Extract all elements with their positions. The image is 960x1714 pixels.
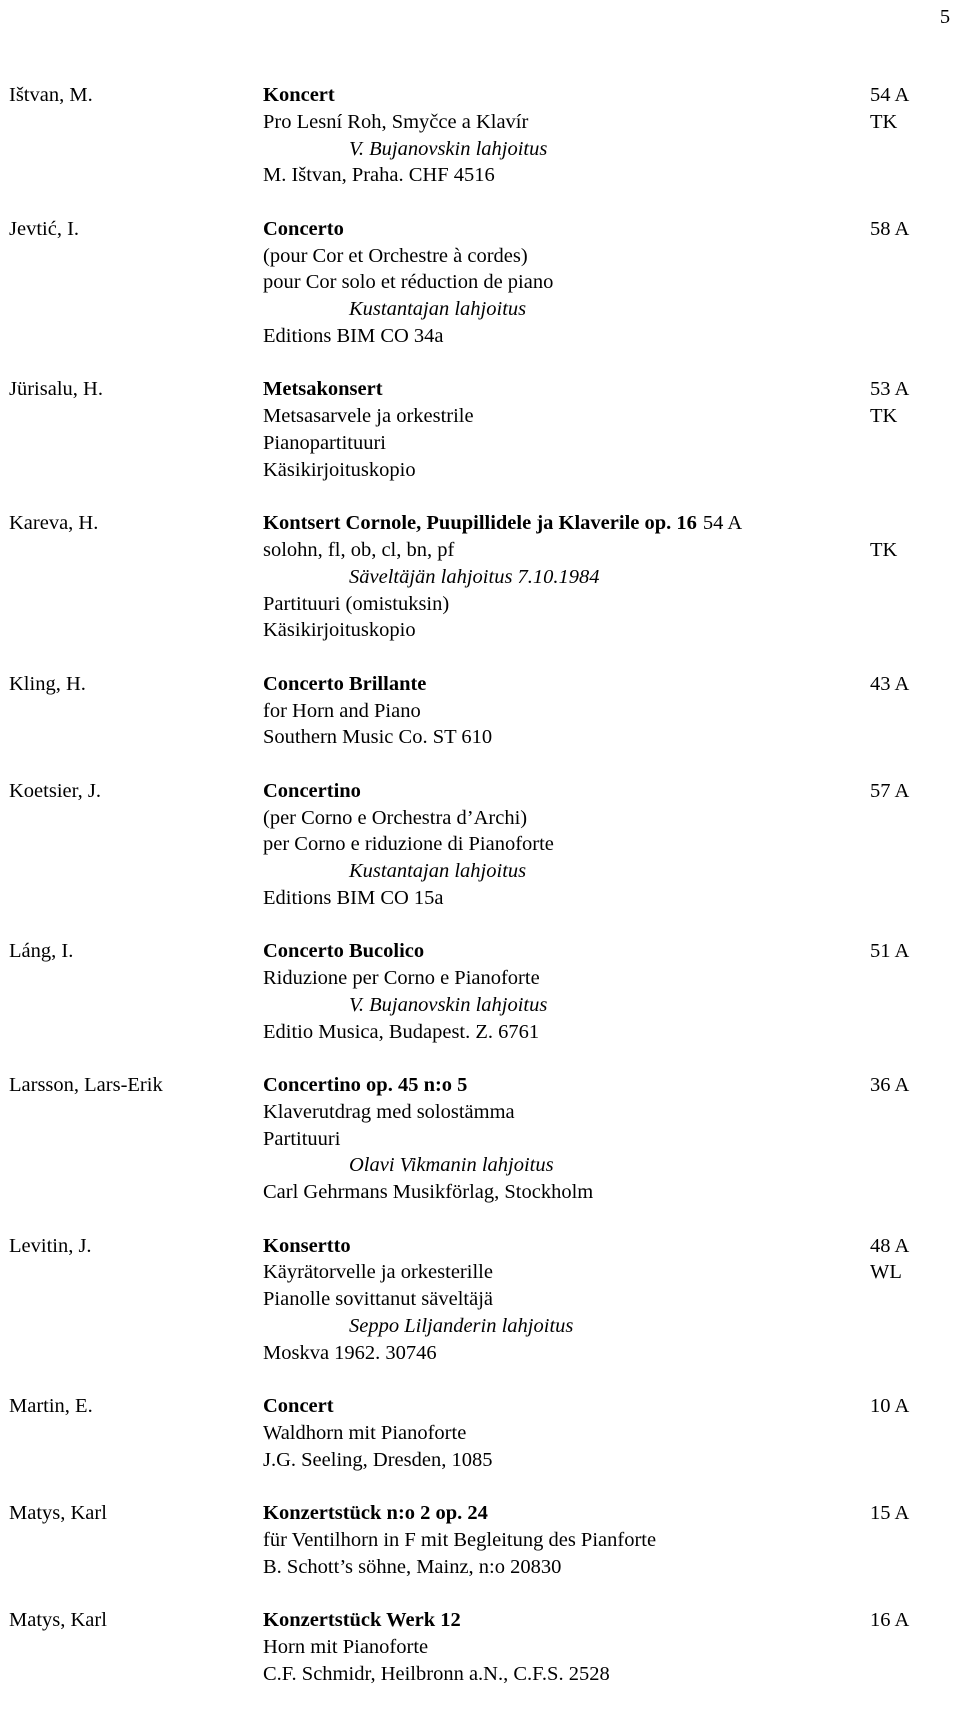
detail-line: pour Cor solo et réduction de piano (263, 271, 554, 294)
detail-line: Käsikirjoituskopio (263, 458, 416, 481)
shelf-code: TK (870, 110, 898, 133)
detail-line: Editio Musica, Budapest. Z. 6761 (263, 1020, 540, 1043)
catalog-entry (0, 216, 960, 350)
entry-details (263, 938, 863, 1045)
composer-name: Kling, H. (9, 672, 86, 695)
catalog-entry (0, 376, 960, 483)
detail-line: (per Corno e Orchestra d’Archi) (263, 806, 528, 829)
entry-details (263, 1233, 863, 1367)
catalog-entry (0, 82, 960, 189)
catalog-entry (0, 778, 960, 912)
work-title-text: Concertino op. 45 n:o 5 (263, 1074, 468, 1097)
donation-note: Seppo Liljanderin lahjoitus (349, 1315, 574, 1338)
detail-line: Editions BIM CO 34a (263, 324, 444, 347)
work-title (263, 1072, 863, 1099)
work-title-text: Konsertto (263, 1234, 351, 1257)
detail-line: C.F. Schmidr, Heilbronn a.N., C.F.S. 2528 (263, 1662, 610, 1685)
work-title-text: Concerto Brillante (263, 672, 427, 695)
catalog-entry (0, 1393, 960, 1473)
shelf-code: 53 A (870, 378, 910, 401)
detail-line: M. Ištvan, Praha. CHF 4516 (263, 164, 495, 187)
detail-line: Editions BIM CO 15a (263, 886, 444, 909)
detail-line: Partituuri (omistuksin) (263, 592, 450, 615)
shelf-code: 10 A (870, 1395, 910, 1418)
shelf-codes (870, 778, 909, 805)
detail-line: for Horn and Piano (263, 699, 421, 722)
shelf-codes (870, 510, 897, 564)
detail-line: Southern Music Co. ST 610 (263, 726, 493, 749)
shelf-codes (870, 82, 909, 136)
shelf-code: 58 A (870, 217, 910, 240)
entry-details (263, 376, 863, 483)
composer-name: Martin, E. (9, 1395, 93, 1418)
work-title (263, 671, 863, 698)
shelf-code: 36 A (870, 1074, 910, 1097)
composer-name: Láng, I. (9, 940, 74, 963)
catalog-entry (0, 510, 960, 644)
shelf-code: 48 A (870, 1234, 910, 1257)
shelf-code: 16 A (870, 1609, 910, 1632)
detail-line: für Ventilhorn in F mit Begleitung des Pianforte (263, 1529, 657, 1551)
shelf-code: TK (870, 538, 898, 561)
detail-line: Carl Gehrmans Musikförlag, Stockholm (263, 1181, 594, 1204)
work-title-text: Konzertstück Werk 12 (263, 1609, 461, 1632)
work-title (263, 778, 863, 805)
composer-name: Koetsier, J. (9, 779, 101, 802)
donation-note: Kustantajan lahjoitus (349, 298, 527, 321)
composer-name: Ištvan, M. (9, 84, 93, 106)
donation-note: V. Bujanovskin lahjoitus (349, 993, 548, 1016)
shelf-codes (870, 216, 909, 243)
shelf-codes (870, 1500, 909, 1527)
work-title (263, 1500, 863, 1527)
composer-name: Matys, Karl (9, 1502, 107, 1525)
composer-name: Kareva, H. (9, 512, 99, 535)
shelf-code: 51 A (870, 940, 910, 963)
detail-line: Metsasarvele ja orkestrile (263, 405, 474, 428)
detail-line: per Corno e riduzione di Pianoforte (263, 833, 554, 856)
detail-line: solohn, fl, ob, cl, bn, pf (263, 538, 455, 561)
work-title (263, 1233, 863, 1260)
shelf-codes (870, 671, 909, 698)
donation-note: Olavi Vikmanin lahjoitus (349, 1154, 554, 1177)
page-number: 5 (939, 6, 951, 28)
work-title (263, 82, 863, 109)
detail-line: Moskva 1962. 30746 (263, 1341, 437, 1364)
work-title (263, 216, 863, 243)
detail-line: Käyrätorvelle ja orkesterille (263, 1261, 493, 1284)
work-title-text: Concerto (263, 217, 344, 240)
detail-line: (pour Cor et Orchestre à cordes) (263, 244, 528, 267)
work-title-text: Koncert (263, 84, 335, 106)
detail-line: Pianolle sovittanut säveltäjä (263, 1288, 494, 1311)
shelf-codes (870, 376, 909, 430)
composer-name: Jevtić, I. (9, 217, 80, 240)
shelf-code: 57 A (870, 779, 910, 802)
work-title (263, 376, 863, 403)
entry-details (263, 1607, 863, 1687)
entry-details (263, 1393, 863, 1473)
shelf-code-gap (870, 510, 897, 537)
detail-line: Pianopartituuri (263, 431, 386, 454)
shelf-code: 54 A (702, 512, 743, 535)
work-title (263, 938, 863, 965)
detail-line: Riduzione per Corno e Pianoforte (263, 967, 540, 990)
entry-details (263, 1072, 863, 1206)
shelf-codes (870, 1607, 909, 1634)
work-title-text: Concerto Bucolico (263, 940, 425, 963)
detail-line: Klaverutdrag med solostämma (263, 1100, 515, 1123)
composer-name: Larsson, Lars-Erik (9, 1074, 163, 1097)
entry-details (263, 1500, 863, 1580)
detail-line: B. Schott’s söhne, Mainz, n:o 20830 (263, 1555, 562, 1578)
shelf-code: TK (870, 405, 898, 428)
work-title (263, 1607, 863, 1634)
shelf-codes (870, 1072, 909, 1099)
entry-details (263, 510, 863, 644)
entry-details (263, 82, 863, 189)
work-title-text: Concertino (263, 779, 361, 802)
catalog-entry (0, 1072, 960, 1206)
composer-name: Jürisalu, H. (9, 378, 103, 401)
composer-name: Matys, Karl (9, 1609, 107, 1632)
work-title-text: Kontsert Cornole, Puupillidele ja Klaverile op. 16 (263, 512, 697, 535)
composer-name: Levitin, J. (9, 1234, 92, 1257)
entry-details (263, 778, 863, 912)
shelf-codes (870, 938, 909, 965)
donation-note: Kustantajan lahjoitus (349, 860, 527, 883)
catalog-entries (0, 82, 960, 1714)
detail-line: J.G. Seeling, Dresden, 1085 (263, 1448, 493, 1471)
detail-line: Partituuri (263, 1127, 341, 1150)
catalog-entry (0, 938, 960, 1045)
work-title (263, 1393, 863, 1420)
detail-line: Horn mit Pianoforte (263, 1635, 429, 1658)
donation-note: V. Bujanovskin lahjoitus (349, 137, 548, 160)
donation-note: Säveltäjän lahjoitus 7.10.1984 (349, 565, 600, 588)
shelf-code: WL (870, 1261, 902, 1284)
detail-line: Pro Lesní Roh, Smyčce a Klavír (263, 110, 529, 133)
entry-details (263, 216, 863, 350)
catalog-entry (0, 1500, 960, 1580)
shelf-codes (870, 1393, 909, 1420)
shelf-codes (870, 1233, 909, 1287)
shelf-code: 54 A (870, 84, 910, 106)
catalog-entry (0, 1607, 960, 1687)
work-title-text: Konzertstück n:o 2 op. 24 (263, 1502, 488, 1525)
detail-line: Waldhorn mit Pianoforte (263, 1422, 467, 1445)
entry-details (263, 671, 863, 751)
catalog-entry (0, 671, 960, 751)
work-title (263, 510, 863, 537)
detail-line: Käsikirjoituskopio (263, 619, 416, 642)
shelf-code: 43 A (870, 672, 910, 695)
catalog-entry (0, 1233, 960, 1367)
shelf-code: 15 A (870, 1502, 910, 1525)
work-title-text: Metsakonsert (263, 378, 383, 401)
work-title-text: Concert (263, 1395, 334, 1418)
